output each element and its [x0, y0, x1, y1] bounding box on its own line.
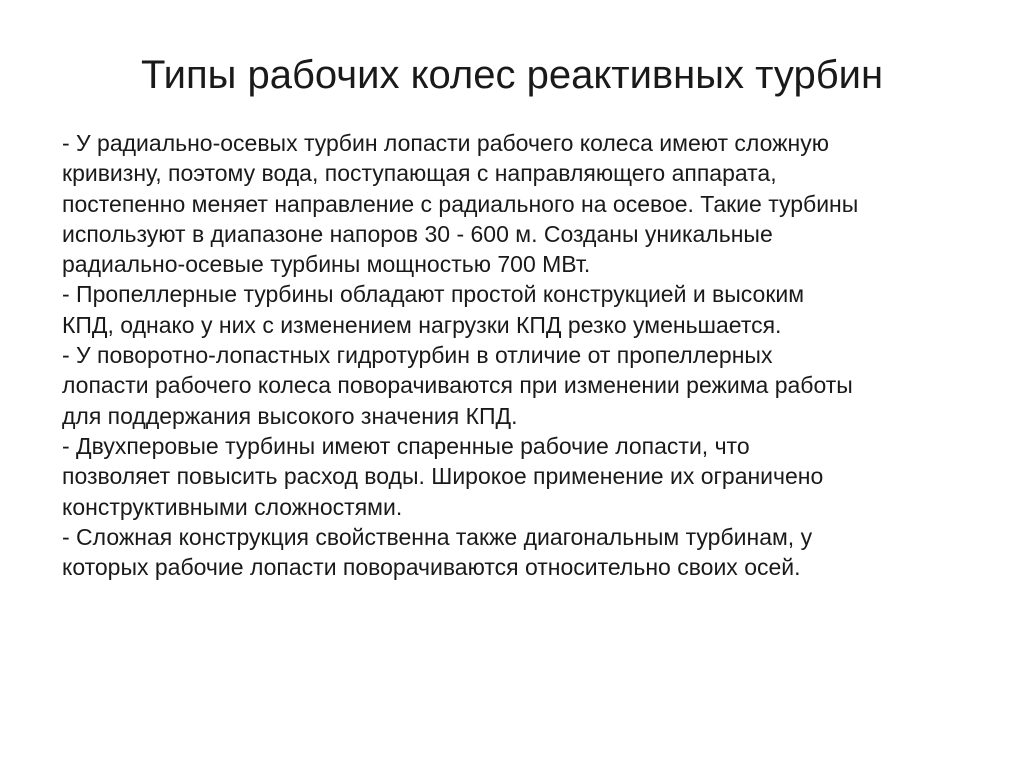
body-line-8: - У поворотно-лопастных гидротурбин в отличие от пропеллерных: [62, 342, 773, 369]
body-line-14: - Сложная конструкция свойственна также диагональным турбинам, у: [62, 523, 813, 550]
body-line-10: для поддержания высокого значения КПД.: [62, 402, 518, 429]
body-line-6: - Пропеллерные турбины обладают простой конструкцией и высоким: [62, 281, 805, 308]
body-line-1: - У радиально-осевых турбин лопасти рабочего колеса имеют сложную: [62, 130, 829, 156]
body-line-4: используют в диапазоне напоров 30 - 600 м. Созданы уникальные: [62, 220, 773, 247]
body-line-12: позволяет повысить расход воды. Широкое применение их ограничено: [62, 463, 824, 490]
slide-body: [62, 128, 982, 582]
body-line-11: - Двухперовые турбины имеют спаренные рабочие лопасти, что: [62, 432, 750, 459]
body-line-15: которых рабочие лопасти поворачиваются относительно своих осей.: [62, 554, 801, 581]
body-line-3: постепенно меняет направление с радиального на осевое. Такие турбины: [62, 190, 859, 217]
body-line-7: КПД, однако у них с изменением нагрузки КПД резко уменьшается.: [62, 311, 782, 338]
body-line-9: лопасти рабочего колеса поворачиваются при изменении режима работы: [62, 372, 853, 399]
body-line-5: радиально-осевые турбины мощностью 700 МВт.: [62, 251, 591, 278]
slide-title: Типы рабочих колес реактивных турбин: [140, 53, 884, 97]
body-line-2: кривизну, поэтому вода, поступающая с направляющего аппарата,: [62, 160, 777, 187]
body-line-13: конструктивными сложностями.: [62, 493, 403, 520]
